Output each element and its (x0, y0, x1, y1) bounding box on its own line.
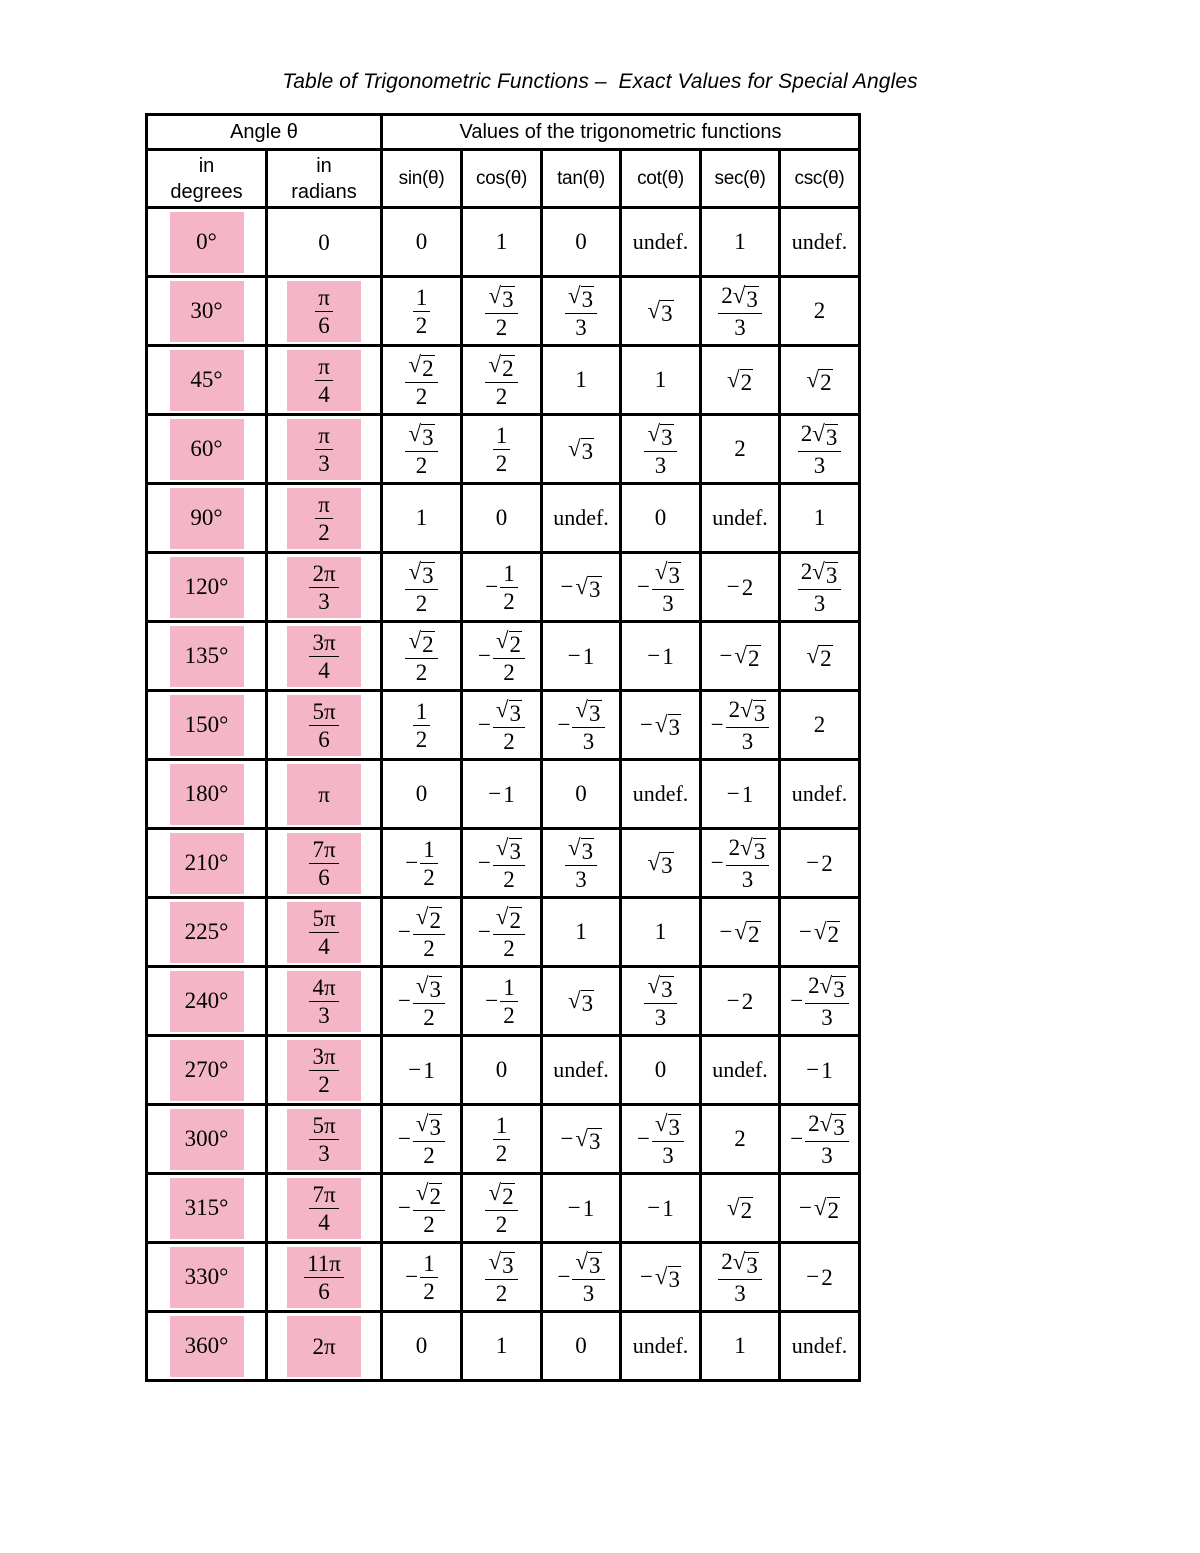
degrees-cell: 225° (147, 898, 267, 967)
sec-cell: 2 (701, 415, 780, 484)
csc-cell: − √ 2 (780, 898, 860, 967)
radians-cell: $\frac{5\pi}{6}$ (267, 691, 382, 760)
tan-cell: − 1 (542, 1174, 621, 1243)
table-row (147, 553, 860, 622)
cos-cell: 1 (462, 208, 542, 277)
cot-cell: − √ 3 3 (621, 553, 701, 622)
table-row (147, 1174, 860, 1243)
degrees-cell: 135° (147, 622, 267, 691)
cos-cell: − √ 3 2 (462, 691, 542, 760)
sec-cell: undef. (701, 1036, 780, 1105)
radians-cell: $\frac{7\pi}{4}$ (267, 1174, 382, 1243)
degrees-cell: 150° (147, 691, 267, 760)
sec-cell: √ 2 (701, 1174, 780, 1243)
tan-cell: 0 (542, 760, 621, 829)
table-row (147, 898, 860, 967)
tan-cell: − √ 3 (542, 1105, 621, 1174)
csc-cell: − 2 √ 3 3 (780, 1105, 860, 1174)
radians-cell: $\frac{3\pi}{4}$ (267, 622, 382, 691)
table-row (147, 622, 860, 691)
tan-cell: undef. (542, 484, 621, 553)
sin-cell: − $\frac{1}{2}$ (382, 829, 462, 898)
cos-cell: $\frac{1}{2}$ (462, 415, 542, 484)
cos-cell: √ 2 2 (462, 1174, 542, 1243)
cos-cell: 0 (462, 484, 542, 553)
cos-cell: √ 3 2 (462, 277, 542, 346)
degrees-cell: 60° (147, 415, 267, 484)
radians-cell: 0 (267, 208, 382, 277)
radians-cell: $\frac{5\pi}{3}$ (267, 1105, 382, 1174)
sin-cell: √ 3 2 (382, 415, 462, 484)
csc-cell: 2 √ 3 3 (780, 553, 860, 622)
sin-cell: √ 2 2 (382, 346, 462, 415)
cot-cell: − 1 (621, 622, 701, 691)
degrees-cell: 90° (147, 484, 267, 553)
cot-cell: undef. (621, 1312, 701, 1381)
degrees-cell: 270° (147, 1036, 267, 1105)
sin-cell: 0 (382, 760, 462, 829)
csc-cell: − 2 (780, 829, 860, 898)
cos-cell: − √ 2 2 (462, 898, 542, 967)
table-row (147, 691, 860, 760)
degrees-cell: 30° (147, 277, 267, 346)
cos-cell: − $\frac{1}{2}$ (462, 967, 542, 1036)
cos-cell: − 1 (462, 760, 542, 829)
degrees-cell: 300° (147, 1105, 267, 1174)
table-body (147, 208, 860, 1381)
tan-cell: 1 (542, 898, 621, 967)
degrees-cell: 315° (147, 1174, 267, 1243)
angle-group-header: Angle θ (147, 115, 382, 150)
sin-cell: − $\frac{1}{2}$ (382, 1243, 462, 1312)
cos-cell: √ 3 2 (462, 1243, 542, 1312)
cot-cell: undef. (621, 208, 701, 277)
sin-cell: 0 (382, 208, 462, 277)
tan-cell: undef. (542, 1036, 621, 1105)
sec-cell: 1 (701, 208, 780, 277)
csc-cell: undef. (780, 760, 860, 829)
cos-cell: − √ 2 2 (462, 622, 542, 691)
degrees-cell: 180° (147, 760, 267, 829)
cos-cell: $\frac{1}{2}$ (462, 1105, 542, 1174)
table-row (147, 277, 860, 346)
cot-cell: √ 3 3 (621, 415, 701, 484)
tan-cell: √ 3 3 (542, 277, 621, 346)
csc-cell: 1 (780, 484, 860, 553)
cos-header: cos(θ) (462, 150, 542, 208)
tan-cell: − √ 3 3 (542, 1243, 621, 1312)
sin-cell: − 1 (382, 1036, 462, 1105)
sec-cell: − 2 √ 3 3 (701, 829, 780, 898)
sin-cell: − √ 2 2 (382, 1174, 462, 1243)
cos-cell: − √ 3 2 (462, 829, 542, 898)
sec-cell: − 2 (701, 553, 780, 622)
table-row (147, 967, 860, 1036)
tan-cell: − √ 3 (542, 553, 621, 622)
tan-cell: 0 (542, 1312, 621, 1381)
sec-cell: − √ 2 (701, 622, 780, 691)
sin-cell: $\frac{1}{2}$ (382, 277, 462, 346)
table-row (147, 484, 860, 553)
csc-cell: √ 2 (780, 622, 860, 691)
radians-cell: $\frac{2\pi}{3}$ (267, 553, 382, 622)
sec-cell: √ 2 (701, 346, 780, 415)
degrees-header: in degrees (147, 150, 267, 208)
cot-cell: √ 3 (621, 277, 701, 346)
sin-cell: √ 2 2 (382, 622, 462, 691)
csc-cell: 2 (780, 277, 860, 346)
tan-cell: √ 3 (542, 967, 621, 1036)
sin-cell: 1 (382, 484, 462, 553)
csc-cell: − 1 (780, 1036, 860, 1105)
table-row (147, 346, 860, 415)
page-title: Table of Trigonometric Functions – Exact Values for Special Angles (282, 70, 918, 93)
cot-cell: 1 (621, 346, 701, 415)
table-row (147, 760, 860, 829)
sec-cell: − 2 √ 3 3 (701, 691, 780, 760)
values-group-header: Values of the trigonometric functions (382, 115, 860, 150)
cot-header: cot(θ) (621, 150, 701, 208)
radians-cell: 2π (267, 1312, 382, 1381)
csc-header: csc(θ) (780, 150, 860, 208)
cot-cell: − √ 3 (621, 691, 701, 760)
degrees-cell: 120° (147, 553, 267, 622)
tan-cell: 0 (542, 208, 621, 277)
cot-cell: √ 3 3 (621, 967, 701, 1036)
degrees-cell: 240° (147, 967, 267, 1036)
radians-cell: $\frac{\pi}{2}$ (267, 484, 382, 553)
cos-cell: 1 (462, 1312, 542, 1381)
tan-header: tan(θ) (542, 150, 621, 208)
radians-cell: π (267, 760, 382, 829)
sec-cell: 2 √ 3 3 (701, 1243, 780, 1312)
radians-cell: $\frac{4\pi}{3}$ (267, 967, 382, 1036)
csc-cell: 2 √ 3 3 (780, 415, 860, 484)
cot-cell: 0 (621, 484, 701, 553)
table-row (147, 415, 860, 484)
sec-cell: − 1 (701, 760, 780, 829)
csc-cell: undef. (780, 208, 860, 277)
radians-cell: $\frac{\pi}{6}$ (267, 277, 382, 346)
csc-cell: − 2 (780, 1243, 860, 1312)
sin-cell: − √ 3 2 (382, 967, 462, 1036)
radians-header: in radians (267, 150, 382, 208)
cos-cell: 0 (462, 1036, 542, 1105)
csc-cell: √ 2 (780, 346, 860, 415)
radians-cell: $\frac{11\pi}{6}$ (267, 1243, 382, 1312)
sec-cell: undef. (701, 484, 780, 553)
tan-cell: 1 (542, 346, 621, 415)
sec-cell: 2 (701, 1105, 780, 1174)
tan-cell: √ 3 (542, 415, 621, 484)
cot-cell: 1 (621, 898, 701, 967)
table-row (147, 1036, 860, 1105)
sin-cell: − √ 3 2 (382, 1105, 462, 1174)
tan-cell: − √ 3 3 (542, 691, 621, 760)
cos-cell: √ 2 2 (462, 346, 542, 415)
table-row (147, 208, 860, 277)
radians-cell: $\frac{\pi}{4}$ (267, 346, 382, 415)
cot-cell: − √ 3 (621, 1243, 701, 1312)
degrees-cell: 330° (147, 1243, 267, 1312)
table-row (147, 1243, 860, 1312)
sec-cell: 1 (701, 1312, 780, 1381)
degrees-cell: 0° (147, 208, 267, 277)
table-row (147, 1105, 860, 1174)
cot-cell: − √ 3 3 (621, 1105, 701, 1174)
sec-cell: − 2 (701, 967, 780, 1036)
sin-cell: √ 3 2 (382, 553, 462, 622)
radians-cell: $\frac{3\pi}{2}$ (267, 1036, 382, 1105)
radians-cell: $\frac{\pi}{3}$ (267, 415, 382, 484)
degrees-cell: 360° (147, 1312, 267, 1381)
sec-header: sec(θ) (701, 150, 780, 208)
cot-cell: √ 3 (621, 829, 701, 898)
cot-cell: − 1 (621, 1174, 701, 1243)
table-row (147, 1312, 860, 1381)
radians-cell: $\frac{5\pi}{4}$ (267, 898, 382, 967)
cos-cell: − $\frac{1}{2}$ (462, 553, 542, 622)
table-row (147, 829, 860, 898)
tan-cell: √ 3 3 (542, 829, 621, 898)
csc-cell: − √ 2 (780, 1174, 860, 1243)
cot-cell: 0 (621, 1036, 701, 1105)
sec-cell: − √ 2 (701, 898, 780, 967)
csc-cell: 2 (780, 691, 860, 760)
sec-cell: 2 √ 3 3 (701, 277, 780, 346)
csc-cell: − 2 √ 3 3 (780, 967, 860, 1036)
degrees-cell: 210° (147, 829, 267, 898)
sin-cell: 0 (382, 1312, 462, 1381)
tan-cell: − 1 (542, 622, 621, 691)
sin-header: sin(θ) (382, 150, 462, 208)
sin-cell: $\frac{1}{2}$ (382, 691, 462, 760)
trig-table (145, 113, 861, 1382)
csc-cell: undef. (780, 1312, 860, 1381)
degrees-cell: 45° (147, 346, 267, 415)
cot-cell: undef. (621, 760, 701, 829)
radians-cell: $\frac{7\pi}{6}$ (267, 829, 382, 898)
sin-cell: − √ 2 2 (382, 898, 462, 967)
